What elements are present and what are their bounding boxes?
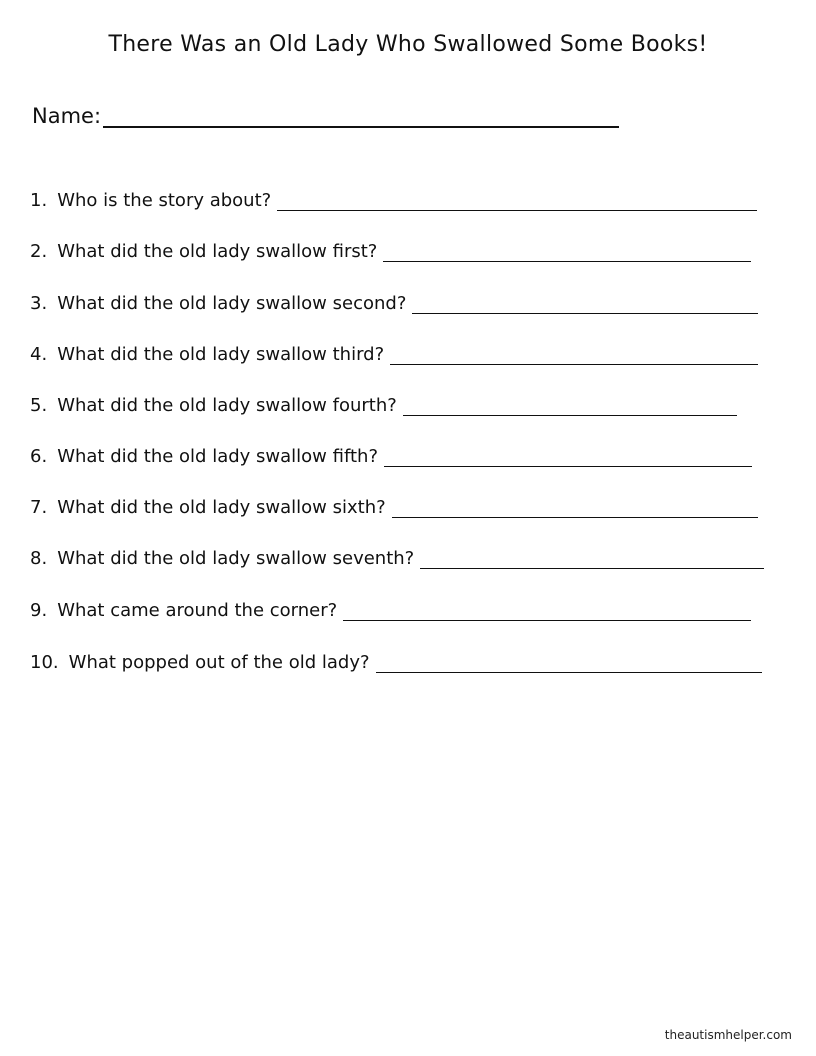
answer-line[interactable] [403, 399, 737, 416]
question-8 [30, 548, 764, 569]
question-text: What did the old lady swallow fifth? [57, 446, 378, 467]
question-text: What did the old lady swallow first? [57, 241, 378, 262]
answer-line[interactable] [343, 604, 751, 621]
question-text: What did the old lady swallow seventh? [57, 548, 415, 569]
name-field[interactable] [103, 104, 619, 128]
answer-line[interactable] [383, 245, 751, 262]
question-text: Who is the story about? [57, 190, 272, 211]
answer-line[interactable] [420, 552, 764, 569]
question-text: What did the old lady swallow third? [57, 344, 385, 365]
footer-credit: theautismhelper.com [664, 1028, 792, 1042]
question-5 [30, 395, 737, 416]
question-text: What came around the corner? [57, 600, 338, 621]
question-text: What popped out of the old lady? [68, 652, 370, 673]
question-3 [30, 293, 758, 314]
question-number: 5. [30, 395, 48, 416]
question-number: 6. [30, 446, 48, 467]
question-9 [30, 600, 751, 621]
answer-line[interactable] [384, 450, 752, 467]
question-2 [30, 241, 751, 262]
answer-line[interactable] [412, 297, 758, 314]
question-number: 10. [30, 652, 59, 673]
answer-line[interactable] [392, 501, 758, 518]
name-label: Name: [32, 104, 102, 128]
question-6 [30, 446, 752, 467]
question-text: What did the old lady swallow fourth? [57, 395, 397, 416]
question-number: 4. [30, 344, 48, 365]
answer-line[interactable] [376, 656, 762, 673]
question-4 [30, 344, 758, 365]
question-number: 2. [30, 241, 48, 262]
question-number: 8. [30, 548, 48, 569]
question-text: What did the old lady swallow sixth? [57, 497, 386, 518]
answer-line[interactable] [390, 348, 758, 365]
question-number: 1. [30, 190, 48, 211]
question-number: 9. [30, 600, 48, 621]
question-1 [30, 190, 757, 211]
answer-line[interactable] [277, 194, 757, 211]
question-number: 3. [30, 293, 48, 314]
name-row [32, 104, 619, 128]
question-number: 7. [30, 497, 48, 518]
worksheet-title: There Was an Old Lady Who Swallowed Some Books! [108, 32, 708, 57]
question-text: What did the old lady swallow second? [57, 293, 407, 314]
question-10 [30, 652, 762, 673]
question-7 [30, 497, 758, 518]
